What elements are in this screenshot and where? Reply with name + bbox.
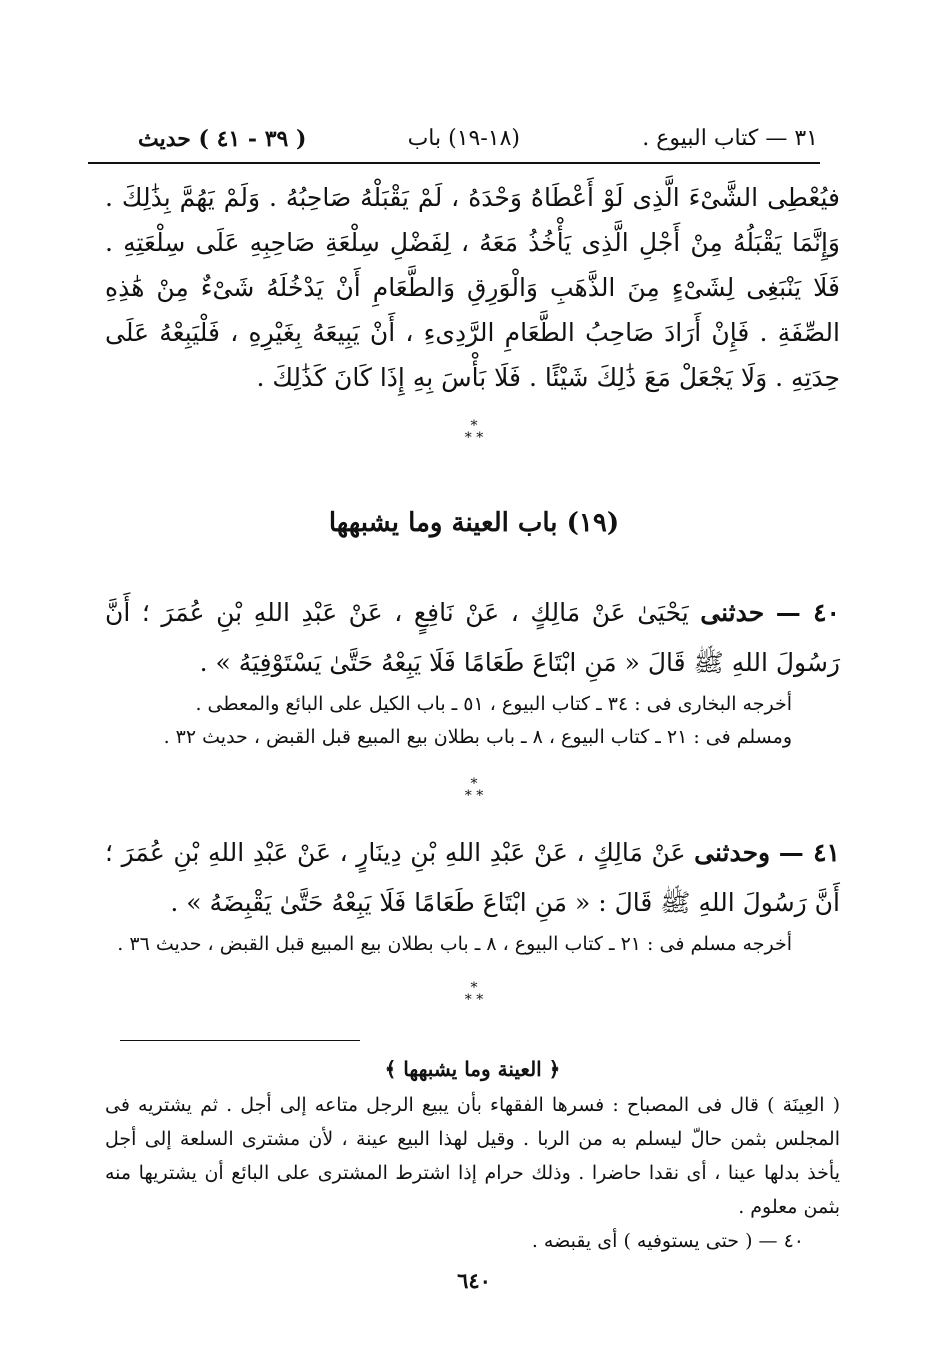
hadith-verb: وحدثنى (694, 838, 771, 867)
separator-star: * (476, 430, 484, 446)
header-chapter: ٣١ — كتاب البيوع . (642, 126, 818, 151)
footnote-item-40: ٤٠ — ( حتى يستوفيه ) أى يقبضه . (531, 1230, 804, 1252)
section-separator (0, 778, 948, 802)
separator-star: * (476, 992, 484, 1008)
hadith-41-text (105, 828, 840, 928)
hadith-number: ٤١ — (778, 838, 840, 867)
takhrij-line: أخرجه مسلم فى : ٢١ ـ كتاب البيوع ، ٨ ـ باب بطلان بيع المبيع قبل القبض ، حديث ٣٦ . (117, 933, 792, 955)
separator-star: * (470, 776, 478, 792)
hadith-verb: حدثنى (700, 598, 765, 627)
chapter-title: (١٩) باب العينة وما يشبهها (328, 508, 620, 538)
hadith-body: عَنْ مَالِكٍ ، عَنْ عَبْدِ اللهِ بْنِ دِينَارٍ ، عَنْ عَبْدِ اللهِ بْنِ عُمَرَ ؛ أَنَّ رَسُولَ اللهِ ﷺ قَالَ : « مَنِ ابْتَاعَ طَعَامًا فَلَا يَبِعْهُ حَتَّىٰ يَقْبِضَهُ » . (105, 838, 840, 917)
separator-star: * (470, 418, 478, 434)
takhrij-line: أخرجه البخارى فى : ٣٤ ـ كتاب البيوع ، ٥١ ـ باب الكيل على البائع والمعطى . (195, 693, 792, 715)
takhrij-line: ومسلم فى : ٢١ ـ كتاب البيوع ، ٨ ـ باب بطلان بيع المبيع قبل القبض ، حديث ٣٢ . (163, 726, 792, 748)
hadith-body: يَحْيَىٰ عَنْ مَالِكٍ ، عَنْ نَافِعٍ ، عَنْ عَبْدِ اللهِ بْنِ عُمَرَ ؛ أَنَّ رَسُولَ اللهِ ﷺ قَالَ « مَنِ ابْتَاعَ طَعَامًا فَلَا يَبِعْهُ حَتَّىٰ يَسْتَوْفِيَهُ » . (105, 598, 840, 677)
running-header (88, 118, 820, 164)
hadith-40 (105, 588, 840, 754)
hadith-40-text (105, 588, 840, 688)
page-number: ٦٤٠ (457, 1268, 491, 1293)
footnotes (105, 1052, 840, 1258)
footnote-text: ( العِينَة ) قال فى المصباح : فسرها الفقهاء بأن يبيع الرجل متاعه إلى أجل . ثم يشتريه فى المجلس بثمن حالّ ليسلم به من الربا . وقيل لهذا البيع عينة ، لأن مشترى السلعة إلى أجل يأخذ بدلها عينا ، أى نقدا حاضرا . وذلك حرام إذا اشترط المشترى على البائع أن يشتريها منه بثمن معلوم . (105, 1094, 840, 1218)
footnote-heading: ﴿ العينة وما يشبهها ﴾ (384, 1057, 561, 1081)
hadith-41 (105, 828, 840, 961)
separator-star: * (476, 788, 484, 804)
header-bab: (١٨-١٩) باب (407, 126, 520, 151)
footnote-divider (120, 1040, 360, 1041)
body-paragraph: فيُعْطِى الشَّىْءَ الَّذِى لَوْ أَعْطَاهُ وَحْدَهُ ، لَمْ يَقْبَلْهُ صَاحِبُهُ . وَلَمْ يَهُمَّ بِذَٰلِكَ . وَإِنَّمَا يَقْبَلُهُ مِنْ أَجْلِ الَّذِى يَأْخُذُ مَعَهُ ، لِفَضْلِ سِلْعَةِ صَاحِبِهِ عَلَى سِلْعَتِهِ . فَلَا يَنْبَغِى لِشَىْءٍ مِنَ الذَّهَبِ وَالْوَرِقِ وَالطَّعَامِ أَنْ يَدْخُلَهُ شَىْءٌ مِنْ هَٰذِهِ الصِّفَةِ . فَإِنْ أَرَادَ صَاحِبُ الطَّعَامِ الرَّدِىءِ ، أَنْ يَبِيعَهُ بِغَيْرِهِ ، فَلْيَبِعْهُ عَلَى حِدَتِهِ . وَلَا يَجْعَلْ مَعَ ذَٰلِكَ شَيْئًا . فَلَا بَأْسَ بِهِ إِذَا كَانَ كَذَٰلِكَ . (105, 183, 840, 392)
separator-star: * (470, 980, 478, 996)
header-hadith-range: ( ٣٩ - ٤١ ) حديث (138, 126, 307, 152)
separator-star: * (464, 992, 472, 1008)
separator-star: * (464, 788, 472, 804)
section-separator (0, 982, 948, 1006)
hadith-number: ٤٠ — (775, 598, 840, 627)
separator-star: * (464, 430, 472, 446)
section-separator (0, 420, 948, 444)
